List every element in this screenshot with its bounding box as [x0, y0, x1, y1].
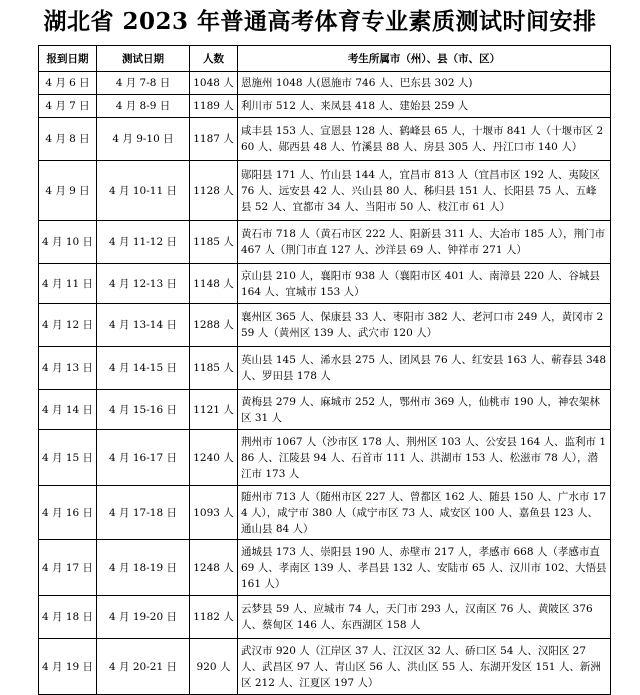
test-date-cell: 4 月 9-10 日 — [97, 118, 190, 161]
count-cell: 1185 人 — [190, 347, 238, 390]
report-date-cell: 4 月 12 日 — [39, 304, 97, 347]
table-row — [39, 221, 611, 264]
report-date-cell: 4 月 6 日 — [39, 72, 97, 95]
test-date-cell: 4 月 18-19 日 — [97, 540, 190, 596]
report-date-cell: 4 月 16 日 — [39, 486, 97, 540]
count-cell: 1240 人 — [190, 430, 238, 486]
areas-cell: 黄梅县 279 人、麻城市 252 人，鄂州市 369 人，仙桃市 190 人，神农架林区 31 人 — [238, 390, 611, 430]
table-header-row — [39, 46, 611, 72]
report-date-cell: 4 月 14 日 — [39, 390, 97, 430]
areas-cell: 通城县 173 人、崇阳县 190 人、赤壁市 217 人，孝感市 668 人（孝感市直 69 人、孝南区 139 人、孝昌县 132 人、安陆市 65 人、汉川市 102、大悟县 161 人） — [238, 540, 611, 596]
areas-cell: 武汉市 920 人（江岸区 37 人、江汉区 32 人、硚口区 54 人、汉阳区 27 人、武昌区 97 人、青山区 56 人、洪山区 55 人、东湖开发区 151 人、新洲区 212 人、江夏区 197 人） — [238, 639, 611, 695]
areas-cell: 随州市 713 人（随州市区 227 人、曾都区 162 人、随县 150 人、广水市 174 人），咸宁市 380 人（咸宁市区 73 人、咸安区 100 人、嘉鱼县 123 人、通山县 84 人） — [238, 486, 611, 540]
report-date-cell: 4 月 7 日 — [39, 95, 97, 118]
table-row — [39, 161, 611, 221]
areas-cell: 郧阳县 171 人、竹山县 144 人，宜昌市 813 人（宜昌市区 192 人、夷陵区 76 人、远安县 42 人、兴山县 80 人、秭归县 151 人、长阳县 75 人、五峰县 52 人、宜都市 34 人、当阳市 50 人、枝江市 61 人） — [238, 161, 611, 221]
count-cell: 1288 人 — [190, 304, 238, 347]
report-date-cell: 4 月 15 日 — [39, 430, 97, 486]
areas-cell: 荆州市 1067 人（沙市区 178 人、荆州区 103 人、公安县 164 人、监利市 186 人、江陵县 94 人、石首市 111 人、洪湖市 153 人、松滋市 78 人），潜江市 173 人 — [238, 430, 611, 486]
test-date-cell: 4 月 14-15 日 — [97, 347, 190, 390]
header-count: 人数 — [190, 46, 238, 72]
test-date-cell: 4 月 7-8 日 — [97, 72, 190, 95]
table-row — [39, 430, 611, 486]
table-row — [39, 264, 611, 304]
report-date-cell: 4 月 13 日 — [39, 347, 97, 390]
table-row — [39, 390, 611, 430]
table-row — [39, 304, 611, 347]
test-date-cell: 4 月 19-20 日 — [97, 596, 190, 639]
test-date-cell: 4 月 17-18 日 — [97, 486, 190, 540]
header-report-date: 报到日期 — [39, 46, 97, 72]
count-cell: 920 人 — [190, 639, 238, 695]
areas-cell: 咸丰县 153 人、宣恩县 128 人、鹤峰县 65 人，十堰市 841 人（十堰市区 260 人、郧西县 48 人、竹溪县 88 人、房县 305 人、丹江口市 140 人） — [238, 118, 611, 161]
report-date-cell: 4 月 17 日 — [39, 540, 97, 596]
count-cell: 1093 人 — [190, 486, 238, 540]
report-date-cell: 4 月 11 日 — [39, 264, 97, 304]
test-date-cell: 4 月 15-16 日 — [97, 390, 190, 430]
count-cell: 1187 人 — [190, 118, 238, 161]
areas-cell: 英山县 145 人、浠水县 275 人、团风县 76 人、红安县 163 人、蕲春县 348 人、罗田县 178 人 — [238, 347, 611, 390]
count-cell: 1248 人 — [190, 540, 238, 596]
schedule-table — [38, 45, 611, 695]
table-row — [39, 540, 611, 596]
areas-cell: 恩施州 1048 人(恩施市 746 人、巴东县 302 人) — [238, 72, 611, 95]
test-date-cell: 4 月 13-14 日 — [97, 304, 190, 347]
report-date-cell: 4 月 18 日 — [39, 596, 97, 639]
count-cell: 1182 人 — [190, 596, 238, 639]
report-date-cell: 4 月 19 日 — [39, 639, 97, 695]
count-cell: 1148 人 — [190, 264, 238, 304]
report-date-cell: 4 月 9 日 — [39, 161, 97, 221]
areas-cell: 襄州区 365 人、保康县 33 人、枣阳市 382 人、老河口市 249 人，黄冈市 259 人（黄州区 139 人、武穴市 120 人） — [238, 304, 611, 347]
table-row — [39, 72, 611, 95]
test-date-cell: 4 月 11-12 日 — [97, 221, 190, 264]
header-test-date: 测试日期 — [97, 46, 190, 72]
areas-cell: 利川市 512 人、来凤县 418 人、建始县 259 人 — [238, 95, 611, 118]
count-cell: 1185 人 — [190, 221, 238, 264]
table-row — [39, 118, 611, 161]
table-row — [39, 95, 611, 118]
report-date-cell: 4 月 10 日 — [39, 221, 97, 264]
areas-cell: 京山县 210 人，襄阳市 938 人（襄阳市区 401 人、南漳县 220 人、谷城县 164 人、宜城市 153 人） — [238, 264, 611, 304]
report-date-cell: 4 月 8 日 — [39, 118, 97, 161]
test-date-cell: 4 月 10-11 日 — [97, 161, 190, 221]
count-cell: 1048 人 — [190, 72, 238, 95]
areas-cell: 黄石市 718 人（黄石市区 222 人、阳新县 311 人、大冶市 185 人），荆门市 467 人（荆门市直 127 人、沙洋县 69 人、钟祥市 271 人） — [238, 221, 611, 264]
test-date-cell: 4 月 8-9 日 — [97, 95, 190, 118]
test-date-cell: 4 月 16-17 日 — [97, 430, 190, 486]
test-date-cell: 4 月 12-13 日 — [97, 264, 190, 304]
document-title: 湖北省 2023 年普通高考体育专业素质测试时间安排 — [43, 8, 597, 35]
areas-cell: 云梦县 59 人、应城市 74 人，天门市 293 人，汉南区 76 人、黄陂区 376 人、蔡甸区 146 人、东西湖区 158 人 — [238, 596, 611, 639]
header-areas: 考生所属市（州）、县（市、区） — [238, 46, 611, 72]
count-cell: 1189 人 — [190, 95, 238, 118]
table-row — [39, 596, 611, 639]
table-row — [39, 639, 611, 695]
table-row — [39, 347, 611, 390]
table-row — [39, 486, 611, 540]
count-cell: 1128 人 — [190, 161, 238, 221]
table-body — [39, 72, 611, 695]
test-date-cell: 4 月 20-21 日 — [97, 639, 190, 695]
count-cell: 1121 人 — [190, 390, 238, 430]
